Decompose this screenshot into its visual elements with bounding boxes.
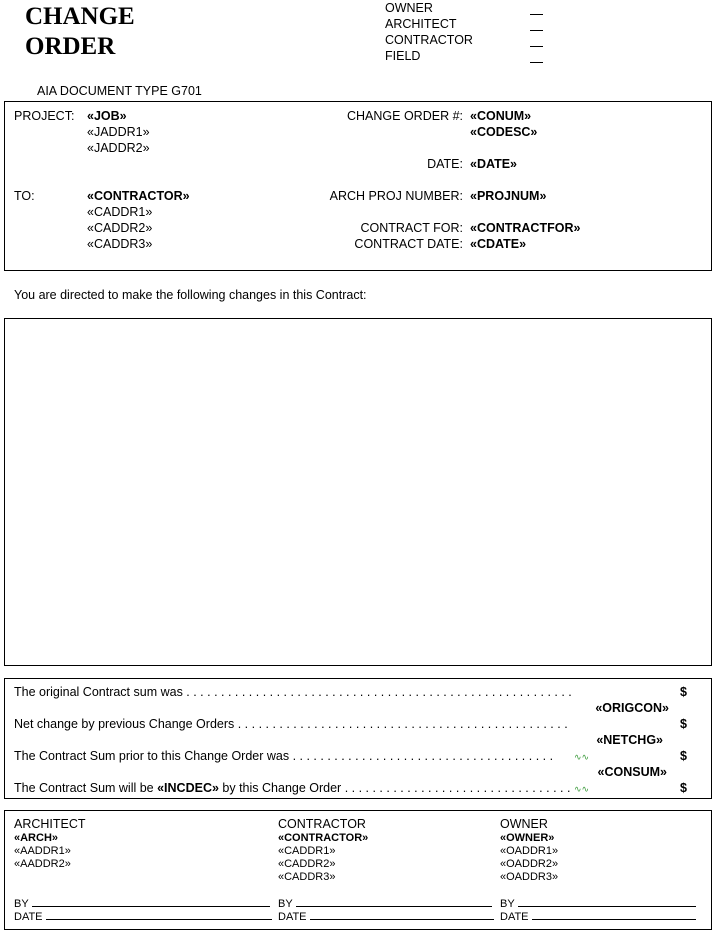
architect-date-row [14,909,272,924]
changes-description-box[interactable] [4,318,712,666]
date-label: DATE: [427,157,463,171]
increase-decrease-field: «INCDEC» [157,781,219,795]
net-change-label: Net change by previous Change Orders . . . . . . . . . . . . . . . . . . . . . . . . . . . . . . . . . . . . . . . . . . . . . . . . [14,717,568,731]
to-label: TO: [14,189,35,203]
new-sum-prefix: The Contract Sum will be [14,781,158,795]
contractor-date-line[interactable] [310,909,494,920]
architect-date-line[interactable] [46,909,272,920]
to-addr3-field: «CADDR3» [87,237,153,251]
contractor-date-label: DATE [278,911,307,923]
distribution-architect: ARCHITECT [385,17,457,31]
owner-addr2-field: «OADDR2» [500,858,559,870]
contractor-addr3-field: «CADDR3» [278,871,336,883]
contract-for-label: CONTRACT FOR: [360,221,463,235]
owner-date-label: DATE [500,911,529,923]
document-type: AIA DOCUMENT TYPE G701 [37,84,202,98]
distribution-owner: OWNER [385,1,433,15]
owner-date-line[interactable] [532,909,696,920]
owner-by-label: BY [500,898,515,910]
architect-addr1-field: «AADDR1» [14,845,71,857]
original-sum-field: «ORIGCON» [595,701,669,715]
contractor-heading: CONTRACTOR [278,817,366,831]
distribution-field-checkline[interactable] [530,51,543,63]
architect-date-label: DATE [14,911,43,923]
net-change-field: «NETCHG» [596,733,663,747]
project-addr2-field: «JADDR2» [87,141,150,155]
contractor-addr2-field: «CADDR2» [278,858,336,870]
owner-addr1-field: «OADDR1» [500,845,559,857]
arch-proj-number-field: «PROJNUM» [470,189,547,203]
architect-name-field: «ARCH» [14,832,59,844]
owner-date-row [500,909,696,924]
project-job-field: «JOB» [87,109,127,123]
date-field: «DATE» [470,157,518,171]
to-addr2-field: «CADDR2» [87,221,153,235]
contractor-name-field: «CONTRACTOR» [278,832,369,844]
prior-sum-label: The Contract Sum prior to this Change Order was . . . . . . . . . . . . . . . . . . . . . . . . . . . . . . . . . . . . . . [14,749,554,763]
owner-name-field: «OWNER» [500,832,555,844]
distribution-owner-checkline[interactable] [530,3,543,15]
arch-proj-number-label: ARCH PROJ NUMBER: [329,189,463,203]
change-order-description-field: «CODESC» [470,125,538,139]
new-sum-suffix: by this Change Order . . . . . . . . . . . . . . . . . . . . . . . . . . . . . . . . . [218,781,571,795]
title-line-2: ORDER [25,33,116,60]
title-line-1: CHANGE [25,3,135,30]
project-label: PROJECT: [14,109,75,123]
spellcheck-squiggle-icon-2: ∿∿ [574,784,590,794]
prior-sum-field: «CONSUM» [597,765,667,779]
owner-by-line[interactable] [518,896,696,907]
contract-date-field: «CDATE» [470,237,527,251]
contractor-addr1-field: «CADDR1» [278,845,336,857]
contractor-by-label: BY [278,898,293,910]
distribution-architect-checkline[interactable] [530,19,543,31]
change-order-number-label: CHANGE ORDER #: [347,109,463,123]
distribution-contractor-checkline[interactable] [530,35,543,47]
new-sum-currency: $ [680,781,687,795]
contract-for-field: «CONTRACTFOR» [470,221,581,235]
to-contractor-field: «CONTRACTOR» [87,189,190,203]
owner-addr3-field: «OADDR3» [500,871,559,883]
original-sum-currency: $ [680,685,687,699]
new-sum-line [14,781,604,795]
distribution-field: FIELD [385,49,421,63]
to-addr1-field: «CADDR1» [87,205,153,219]
change-order-number-field: «CONUM» [470,109,532,123]
contractor-by-line[interactable] [296,896,492,907]
original-sum-label: The original Contract sum was . . . . . . . . . . . . . . . . . . . . . . . . . . . . . . . . . . . . . . . . . . . . . . . . . . . . . . . . [14,685,572,699]
architect-heading: ARCHITECT [14,817,86,831]
prior-sum-currency: $ [680,749,687,763]
architect-addr2-field: «AADDR2» [14,858,71,870]
contract-date-label: CONTRACT DATE: [354,237,463,251]
architect-by-line[interactable] [32,896,270,907]
directive-text: You are directed to make the following changes in this Contract: [14,288,367,302]
architect-by-label: BY [14,898,29,910]
net-change-currency: $ [680,717,687,731]
contractor-date-row [278,909,494,924]
spellcheck-squiggle-icon: ∿∿ [574,752,590,762]
project-addr1-field: «JADDR1» [87,125,150,139]
distribution-contractor: CONTRACTOR [385,33,473,47]
owner-heading: OWNER [500,817,548,831]
